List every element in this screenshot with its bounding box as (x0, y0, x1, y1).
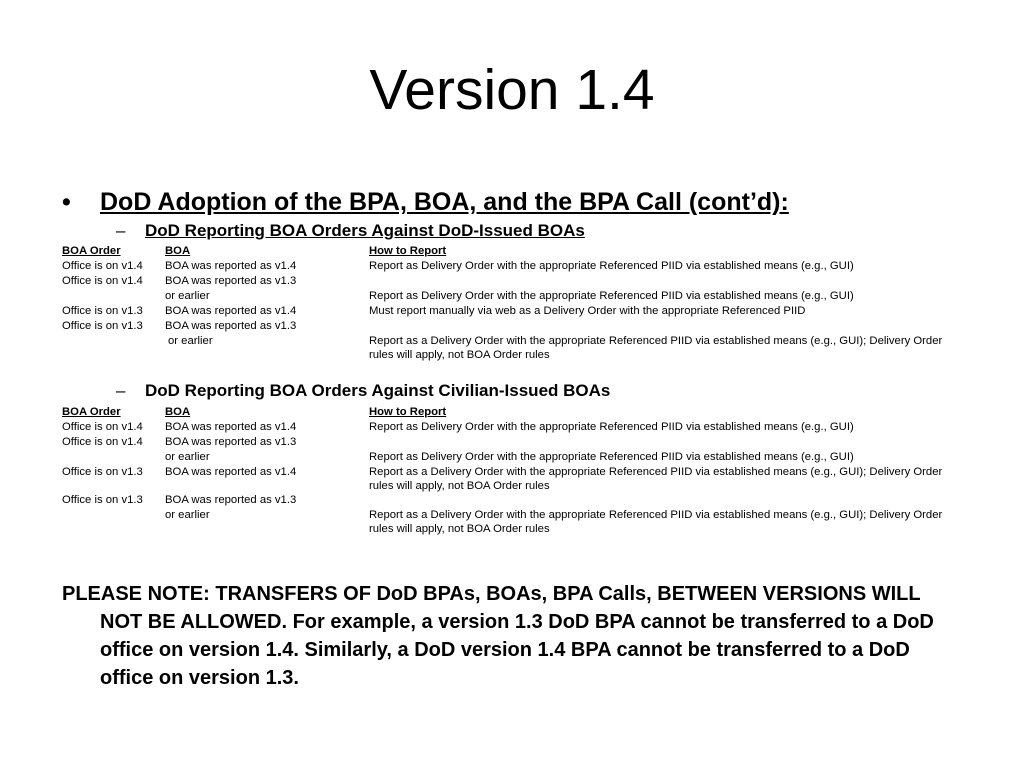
header-boa: BOA (165, 406, 191, 418)
cell-boa: BOA was reported as v1.3 (165, 494, 297, 506)
cell-boa: BOA was reported as v1.4 (165, 421, 297, 433)
table-row (62, 450, 962, 465)
section2-table-header (62, 405, 962, 420)
cell-boa-order: Office is on v1.3 (62, 466, 143, 478)
cell-how-to-report: Report as Delivery Order with the appropriate Referenced PIID via established means (e.g., GUI) (369, 290, 854, 302)
cell-how-to-report: Must report manually via web as a Delivery Order with the appropriate Referenced PIID (369, 305, 806, 317)
header-how-to-report: How to Report (369, 245, 447, 257)
section1-table-header (62, 244, 962, 259)
header-boa-order: BOA Order (62, 245, 121, 257)
table-row (62, 435, 962, 450)
cell-boa: or earlier (165, 290, 210, 302)
header-boa-order: BOA Order (62, 406, 121, 418)
section1-table (62, 244, 962, 362)
header-how-to-report: How to Report (369, 406, 447, 418)
table-row (62, 508, 962, 536)
header-boa: BOA (165, 245, 191, 257)
cell-boa: or earlier (165, 451, 210, 463)
cell-boa: BOA was reported as v1.4 (165, 466, 297, 478)
bullet-dot: • (62, 188, 71, 216)
cell-how-to-report: Report as Delivery Order with the appropriate Referenced PIID via established means (e.g., GUI) (369, 451, 854, 463)
table-row (62, 465, 962, 493)
table-row (62, 274, 962, 289)
cell-boa-order: Office is on v1.4 (62, 436, 143, 448)
cell-how-to-report: Report as a Delivery Order with the appropriate Referenced PIID via established means (e.g., GUI); Delivery Order rules will apply, not BOA Order rules (369, 335, 943, 361)
table-row (62, 420, 962, 435)
section1-heading-row (116, 221, 585, 241)
cell-boa: or earlier (168, 335, 213, 347)
table-row (62, 493, 962, 508)
table-row (62, 289, 962, 304)
cell-how-to-report: Report as a Delivery Order with the appropriate Referenced PIID via established means (e.g., GUI); Delivery Order rules will apply, not BOA Order rules (369, 509, 943, 535)
section2-table (62, 405, 962, 536)
table-row (62, 319, 962, 334)
main-bullet (62, 188, 789, 217)
cell-boa-order: Office is on v1.3 (62, 320, 143, 332)
please-note-paragraph: PLEASE NOTE: TRANSFERS OF DoD BPAs, BOAs, BPA Calls, BETWEEN VERSIONS WILL NOT BE ALLOWED. For example, a version 1.3 DoD BPA cannot be transferred to a DoD office on version 1.4. Similarly, a DoD version 1.4 BPA cannot be transferred to a DoD office on version 1.3. (62, 583, 934, 689)
cell-boa: BOA was reported as v1.4 (165, 260, 297, 272)
slide-title: Version 1.4 (369, 58, 655, 122)
section2-heading-row (116, 381, 610, 401)
table-row (62, 304, 962, 319)
main-bullet-text: DoD Adoption of the BPA, BOA, and the BPA Call (cont’d): (100, 188, 789, 216)
table-row (62, 334, 962, 362)
section1-dash: – (116, 221, 126, 240)
section2-heading: DoD Reporting BOA Orders Against Civilian-Issued BOAs (145, 381, 611, 400)
cell-boa: BOA was reported as v1.3 (165, 320, 297, 332)
cell-boa: BOA was reported as v1.3 (165, 275, 297, 287)
cell-boa: BOA was reported as v1.3 (165, 436, 297, 448)
cell-how-to-report: Report as Delivery Order with the appropriate Referenced PIID via established means (e.g., GUI) (369, 421, 854, 433)
cell-boa-order: Office is on v1.4 (62, 421, 143, 433)
table-row (62, 259, 962, 274)
cell-boa-order: Office is on v1.3 (62, 494, 143, 506)
cell-boa-order: Office is on v1.4 (62, 260, 143, 272)
section1-heading: DoD Reporting BOA Orders Against DoD-Issued BOAs (145, 221, 585, 240)
cell-boa-order: Office is on v1.3 (62, 305, 143, 317)
cell-boa: BOA was reported as v1.4 (165, 305, 297, 317)
cell-how-to-report: Report as Delivery Order with the appropriate Referenced PIID via established means (e.g., GUI) (369, 260, 854, 272)
cell-how-to-report: Report as a Delivery Order with the appropriate Referenced PIID via established means (e.g., GUI); Delivery Order rules will apply, not BOA Order rules (369, 466, 943, 492)
cell-boa-order: Office is on v1.4 (62, 275, 143, 287)
cell-boa: or earlier (165, 509, 210, 521)
section2-dash: – (116, 381, 126, 400)
